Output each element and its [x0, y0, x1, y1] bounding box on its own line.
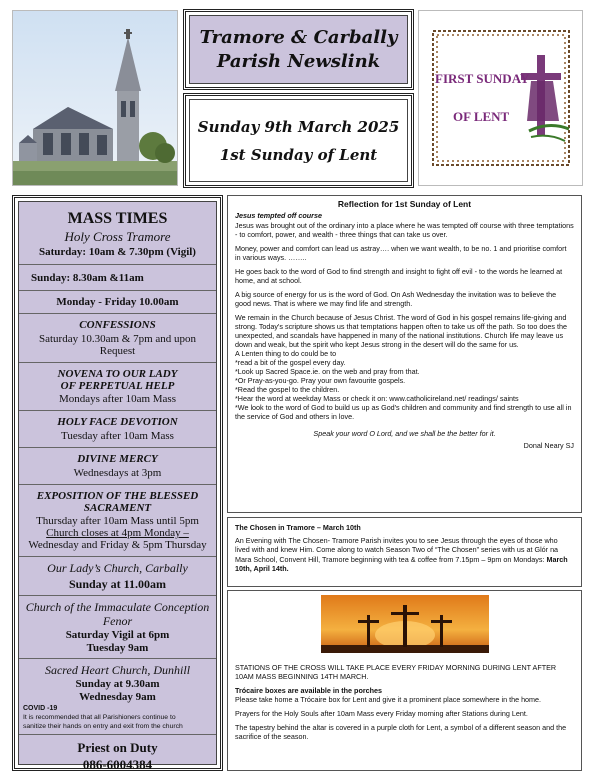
divine-mercy-heading: DIVINE MERCY [77, 453, 158, 465]
lenten-list-item: *Or Pray-as-you-go. Pray your own favourite gospels. [235, 376, 406, 385]
confessions-text-2: Request [99, 345, 136, 357]
trocaire-heading: Trócaire boxes are available in the porches [235, 686, 383, 695]
reflection-paragraph: A big source of energy for us is the word of God. On Ash Wednesday the invitation was to believe the good news. That is where we may find life and strength. [235, 290, 557, 308]
priest-phone: 086-6004384 [82, 757, 153, 772]
holy-souls-notice: Prayers for the Holy Souls after 10am Mass every Friday morning after Stations during Lent. [235, 709, 528, 718]
chosen-dates: March 10th, April 14th. [235, 554, 568, 573]
divider [19, 658, 216, 659]
covid-text-2: sanitize their hands on entry and exit from the church [23, 723, 183, 730]
divider [19, 734, 216, 735]
covid-heading: COVID -19 [23, 705, 58, 712]
title-line-1: Tramore & Carbally [199, 26, 398, 48]
dunhill-heading: Sacred Heart Church, Dunhill [44, 663, 191, 677]
lenten-list-item: *Read the gospel to the children. [235, 385, 340, 394]
reflection-paragraph: He goes back to the word of God to find strength and insight to fight off evil - to the words he learned at home, and at school. [235, 267, 563, 285]
lenten-list-item: *Hear the word at weekday Mass or check it on: www.catholicireland.net/ readings/ saints [235, 394, 519, 403]
stations-notice: STATIONS OF THE CROSS WILL TAKE PLACE EVERY FRIDAY MORNING DURING LENT AFTER 10AM MASS BEGINNING 14TH MARCH. [235, 663, 557, 681]
mass-times-panel [12, 195, 223, 771]
weekday-times: Monday - Friday 10.00am [56, 296, 179, 308]
priest-on-duty-heading: Priest on Duty [77, 740, 158, 755]
reflection-panel [227, 195, 582, 513]
the-chosen-panel [227, 517, 582, 587]
sunday-times: Sunday: 8.30am &11am [31, 272, 144, 284]
sunday-line: 1st Sunday of Lent [219, 145, 378, 164]
divider [19, 362, 216, 363]
reflection-paragraph: Money, power and comfort can lead us astray…. when we want wealth, to be no. 1 and prioritise comfort in various ways. …….. [235, 244, 567, 262]
chosen-text: An Evening with The Chosen- Tramore Parish invites you to see Jesus through the eyes of those who lived with and knew Him. Come along to watch Season Two of “The Chosen” series with us at Glór na Mara School, Convent Hill, Tramore beginning with tea & coffee from 7.15pm – 9pm on Mondays: [235, 535, 559, 564]
lent-image-text-2: OF LENT [453, 109, 510, 124]
church-illustration [13, 11, 177, 185]
exposition-text-2: Church closes at 4pm Monday – [46, 527, 189, 539]
divider [19, 595, 216, 596]
carbally-heading: Our Lady’s Church, Carbally [47, 561, 188, 575]
reflection-paragraph: Jesus was brought out of the ordinary into a place where he was tempted off course with three temptations - to comfort, power, and wealth - three things that can take us over. [235, 221, 574, 239]
lent-image-text-1: FIRST SUNDAY [435, 71, 530, 86]
holy-cross-heading: Holy Cross Tramore [64, 229, 171, 244]
church-photo [12, 10, 178, 186]
lenten-list-intro: A Lenten thing to do could be to [235, 349, 337, 358]
trocaire-text: Please take home a Trócaire box for Lent and give it a prominent place somewhere in the home. [235, 695, 542, 704]
exposition-heading-1: EXPOSITION OF THE BLESSED [36, 490, 199, 502]
reflection-closing: Speak your word O Lord, and we shall be the better for it. [313, 429, 496, 438]
divider [19, 264, 216, 265]
dunhill-text-1: Sunday at 9.30am [75, 678, 160, 690]
lenten-list-item: *Look up Sacred Space.ie. on the web and pray from that. [235, 367, 420, 376]
first-sunday-of-lent-image [418, 10, 583, 186]
dunhill-text-2: Wednesday 9am [79, 691, 156, 703]
chosen-title: The Chosen in Tramore – March 10th [235, 523, 361, 532]
confessions-heading: CONFESSIONS [79, 319, 156, 331]
lent-thorn-wreath-graphic [419, 11, 582, 185]
divider [19, 410, 216, 411]
reflection-subtitle: Jesus tempted off course [235, 211, 322, 220]
novena-heading-2: OF PERPETUAL HELP [60, 380, 175, 392]
saturday-times: Saturday: 10am & 7.30pm (Vigil) [39, 246, 196, 258]
divider [19, 556, 216, 557]
chosen-body [235, 536, 574, 574]
tapestry-notice: The tapestry behind the altar is covered in a purple cloth for Lent, a symbol of a different season and the sacrifice of the season. [235, 723, 567, 741]
title-line-2: Parish Newslink [216, 50, 381, 72]
mass-times-heading: MASS TIMES [67, 210, 168, 227]
exposition-text-3: Wednesday and Friday & 5pm Thursday [28, 539, 207, 551]
carbally-text: Sunday at 11.00am [68, 577, 167, 591]
divider [19, 313, 216, 314]
exposition-heading-2: SACRAMENT [83, 502, 152, 514]
divine-mercy-text: Wednesdays at 3pm [73, 467, 162, 479]
lenten-list-item: *We look to the word of God to build us up as God's children and community and find strength to use all in the service of God and others in love. [235, 403, 572, 421]
fenor-heading-2: Fenor [102, 614, 133, 628]
fenor-text-1: Saturday Vigil at 6pm [65, 629, 170, 641]
fenor-heading-1: Church of the Immaculate Conception [25, 600, 210, 614]
divider [19, 484, 216, 485]
exposition-text-1: Thursday after 10am Mass until 5pm [36, 515, 199, 527]
reflection-title: Reflection for 1st Sunday of Lent [337, 199, 472, 209]
lenten-list-item: *read a bit of the gospel every day. [235, 358, 346, 367]
divider [19, 447, 216, 448]
holy-face-heading: HOLY FACE DEVOTION [57, 416, 178, 428]
stations-panel [227, 590, 582, 771]
covid-text-1: It is recommended that all Parishioners continue to [23, 714, 176, 721]
novena-heading-1: NOVENA TO OUR LADY [57, 368, 178, 380]
reflection-author: Donal Neary SJ [523, 441, 574, 450]
divider [19, 290, 216, 291]
fenor-text-2: Tuesday 9am [86, 642, 149, 654]
holy-face-text: Tuesday after 10am Mass [61, 430, 174, 442]
date-line: Sunday 9th March 2025 [197, 117, 400, 136]
date-box [183, 93, 414, 188]
novena-text: Mondays after 10am Mass [58, 393, 176, 405]
newsletter-title-box [183, 9, 414, 90]
crucifixion-sunset-image [321, 595, 489, 653]
reflection-paragraph: We remain in the Church because of Jesus Christ. The word of God in his gospel remains life-giving and strong. Today's scripture shows us that temptations happen often to take us off the path. So too does the unexpected, and scandals have happened in many of the national institutions. Church life may leave us down and weak, but the spirit who kept Jesus strong in the desert will do the same for us. [235, 313, 567, 349]
confessions-text-1: Saturday 10.30am & 7pm and upon [38, 333, 197, 345]
